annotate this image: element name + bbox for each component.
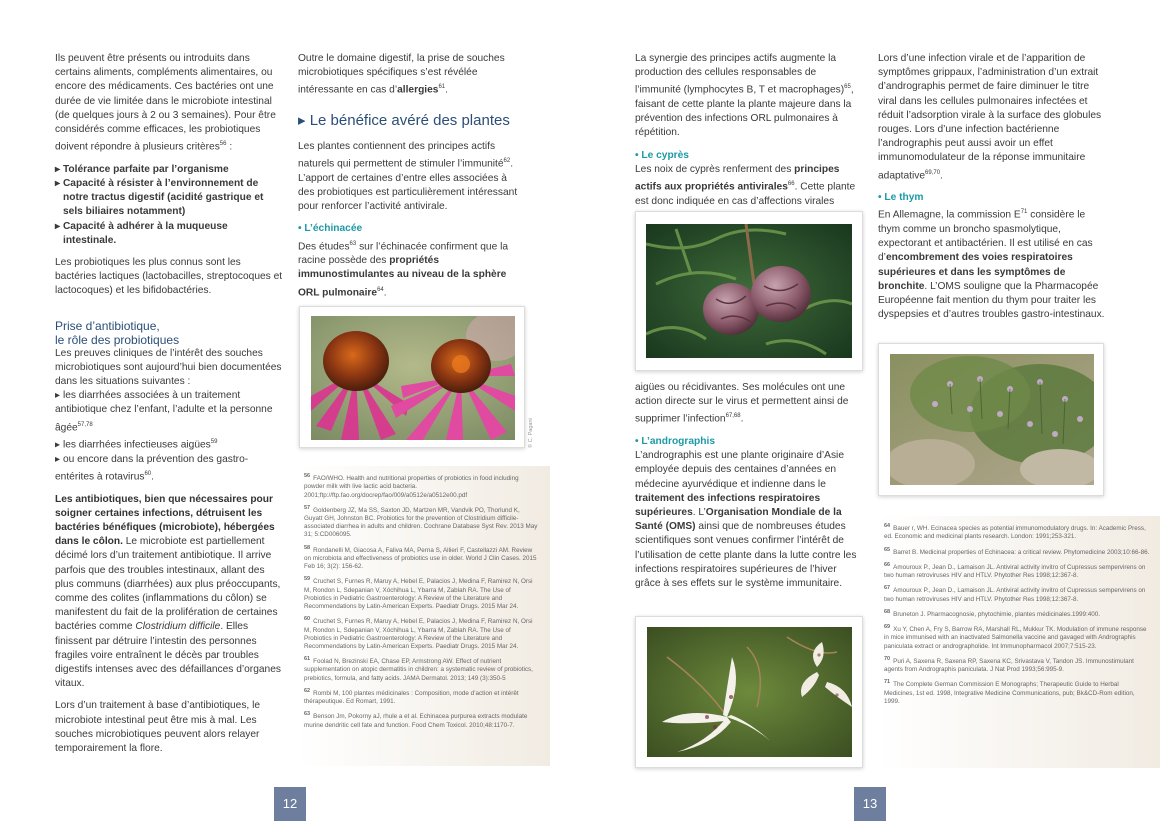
paragraph: Ils peuvent être présents ou introduits dans certains aliments, compléments alimentaires, ou encore des médicaments. Ces bactéries ont une durée de vie limitée dans le microbiote intestinal (de quelques jours à 2 ou 3 semaines). Pour être considérés comme efficaces, les probiotiques doivent répondre à plusieurs critères$^{56}$ : — [55, 53, 276, 153]
list-item: ▸ les diarrhées infectieuses aigües$^{59}$ — [55, 439, 218, 451]
reference: $^{66}$ Amouroux P., Jean D., Lamaison JL. Antiviral activity invitro of Cupressus sempervirens on two human retroviruses HIV and HTLV. Phytother Res 1998;12:367-8. — [884, 561, 1146, 580]
column-4 — [878, 52, 1108, 330]
reference: $^{68}$ Bruneton J. Pharmacognosie, phytochimie, plantes médicinales.1999:400. — [884, 608, 1100, 618]
paragraph: La synergie des principes actifs augmente la production des cellules responsables de l’immunité (lymphocytes B, T et macrophages)$^{65}$, faisant de cette plante la plante majeure dans la prévention des infections ORL pulmonaires à répétition. — [635, 53, 854, 139]
paragraph: Les preuves cliniques de l’intérêt des souches microbiotiques sont aujourd’hui bien documentées dans les situations suivantes : — [55, 347, 282, 388]
cypress-photo — [635, 211, 863, 371]
thyme-photo — [878, 343, 1104, 496]
criteria-list — [55, 163, 283, 248]
paragraph: Lors d’une infection virale et de l’apparition de symptômes grippaux, l’administration d’un extrait d’andrographis permet de faire diminuer le titre viral dans les cellules pulmonaires infectées et réduit l’adsorption virale à la surface des globules rouges. Lors d’une infection bactérienne l’andrographis peut aussi avoir un effet immunomodulateur de la réponse immunitaire adaptative$^{69,70}$. — [878, 53, 1102, 182]
paragraph: Lors d’un traitement à base d’antibiotiques, le microbiote intestinal peut être mis à mal. Les souches microbiotiques peuvent alors relayer temporairement la flore. — [55, 700, 261, 755]
list-item: ▸ ou encore dans la prévention des gastro-entérites à rotavirus$^{60}$. — [55, 453, 249, 483]
list-item: ▸ les diarrhées associées à un traitement antibiotique chez l’enfant, l’adulte et la personne âgée$^{57,78}$ — [55, 390, 273, 434]
paragraph: L’andrographis est une plante originaire d’Asie employée depuis des centaines d’années en médecine ayurvédique et indienne dans le traitement des infections respiratoires supérieures. L’Organisation Mondiale de la Santé (OMS) ainsi que de nombreuses études scientifiques sont venues confirmer l’intérêt de l’utilisation de cette plante dans la lutte contre les infections respiratoires supérieures de l’hiver grâce à ses effets sur le système immunitaire. — [635, 450, 857, 590]
column-3-continued — [635, 381, 863, 599]
paragraph: Des études$^{63}$ sur l’échinacée confirment que la racine possède des propriétés immunostimulantes au niveau de la sphère ORL pulmonaire$^{64}$. — [298, 240, 508, 298]
column-3 — [635, 52, 863, 217]
references-left — [298, 466, 550, 766]
cypress-cones-image — [646, 224, 852, 358]
reference: $^{70}$ Puri A, Saxena R, Saxena RP, Saxena KC, Srivastava V, Tandon JS. Immunostimulant agents from Andrographis paniculata. J Nat Prod 1993;56:995-9. — [884, 655, 1134, 674]
paragraph: Les plantes contiennent des principes actifs naturels qui permettent de stimuler l’immunité$^{62}$. L’apport de certaines d’entre elles associées à des probiotiques est particulièrement intéressant pour renforcer l’activité antivirale. — [298, 141, 518, 213]
paragraph: aigües ou récidivantes. Ses molécules ont une action directe sur le virus et permettent ainsi de supprimer l’infection$^{67,68}$. — [635, 382, 849, 425]
page-number-right: 13 — [854, 787, 886, 821]
echinacea-flower-image — [311, 316, 515, 440]
reference: $^{60}$ Cruchet S, Furnes R, Maruy A, Hebel E, Palacios J, Medina F, Ramirez N, Orsi M, Rondon L, Sdepanian V, Xóchihua L, Ybarra M, Zablah RA. The Use of Probiotics in Pediatric Gastroenterology: A Review of the Literature and Recommendations by Latin-American Experts. Paediatr Drugs. 2015 Mar 24. — [304, 616, 533, 650]
reference: $^{61}$ Foolad N, Brezinski EA, Chase EP, Armstrong AW. Effect of nutrient supplementation on atopic dermatitis in children: a systematic review of probiotics, prebiotics, formula, and fatty acids. JAMA Dermatol. 2013; 149 (3):350-5 — [304, 656, 533, 682]
reference: $^{65}$ Barret B. Medicinal properties of Echinacea: a critical review. Phytomedicine 2003;10:66-86. — [884, 546, 1150, 556]
reference: $^{57}$ Goldenberg JZ, Ma SS, Saxton JD, Martzen MR, Vandvik PO, Thorlund K, Guyatt GH, Johnston BC. Probiotics for the prevention of Clostridium difficile-associated diarrhea in adults and children. Cochrane Database Syst Rev. 2013 May 31; 5:CD006095. — [304, 504, 538, 539]
reference: $^{63}$ Benson Jm, Pokorny aJ, rhule a et al. Echinacea purpurea extracts modulate murine dendritic cell fate and function. Food Chem Toxicol. 2010;48:1170-7. — [304, 711, 528, 729]
reference: $^{58}$ Rondanelli M, Giacosa A, Faliva MA, Perna S, Allieri F, Castellazzi AM. Review on microbiota and effectiveness of probiotics use in older. World J Clin Cases. 2015 Feb 16; 3(2): 156-62. — [304, 544, 537, 571]
paragraph: En Allemagne, la commission $E^{71}$ considère le thym comme un broncho spasmolytique, expectorant et antibactérien. Il est utilisé en cas d’encombrement des voies respiratoires supérieures et dans les symptômes de bronchite. L’OMS souligne que la Pharmacopée Européenne fait mention du thym pour traiter les dyspepsies et d’autres troubles gastro-intestinaux. — [878, 209, 1105, 321]
andrographis-photo — [635, 616, 863, 768]
list-item: ▸ Capacité à adhérer à la muqueuse intestinale. — [55, 220, 228, 246]
subsection-title: • Le thym — [878, 192, 924, 204]
subsection-title: • L’andrographis — [635, 436, 715, 447]
photo-credit: © C. Pagani — [528, 418, 534, 448]
list-item: ▸ Capacité à résister à l’environnement de notre tractus digestif (acidité gastrique et sels biliaires notamment) — [55, 178, 264, 218]
reference: $^{67}$ Amouroux P., Jean D., Lamaison JL. Antiviral activity invitro of Cupressus sempervirens on two human retroviruses HIV and HTLV. Phytother Res 1998;12:367-8. — [884, 585, 1146, 603]
list-item: ▸ Tolérance parfaite par l’organisme — [55, 163, 229, 175]
references-right — [878, 516, 1160, 768]
reference: $^{69}$ Xu Y, Chen A, Fry S, Barrow RA, Marshall RL, Mukkur TK. Modulation of immune response in mice immunised with an inactivated Salmonella vaccine and gavaged with Andrographis paniculata extract or andrographolide. Int Immunopharmacol 2007;7:515-23. — [884, 624, 1147, 650]
section-title: Prise d’antibiotique, le rôle des probiotiques — [55, 318, 180, 347]
reference: $^{62}$ Rombi M, 100 plantes médicinales : Composition, mode d’action et intérêt thérapeutique. Ed Romart, 1991. — [304, 687, 519, 706]
reference: $^{64}$ Bauer r, WH. Ecinacea species as potential immunomodulatory drugs. In: Academic Press, ed. Economic and medicinal plants research. London: 1991;253-321. — [884, 523, 1146, 541]
paragraph: Les noix de cyprès renferment des principes actifs aux propriétés antivirales$^{66}$. Cette plante est donc indiquée en cas d’affections virales — [635, 163, 856, 207]
paragraph: Outre le domaine digestif, la prise de souches microbiotiques spécifiques s’est révélée intéressante en cas d’allergies$^{61}$. — [298, 53, 505, 96]
paragraph: Les antibiotiques, bien que nécessaires pour soigner certaines infections, détruisent les bactéries bénéfiques (microbiote), hébergées dans le côlon. Le microbiote est partiellement décimé lors d’un traitement antibiotique. Il arrive parfois que des troubles intestinaux, allant des plus communs (diarrhées) aux plus préoccupants, comme des colites (inflammations du côlon) se manifestent du fait de la prolifération de certaines bactéries comme Clostridium difficile. Elles finissent par détruire l’intestin des personnes fragiles voire entraînent le décès par troubles digestifs intenses avec des défaillances d’organes vitaux. — [55, 493, 281, 690]
column-1 — [55, 52, 283, 764]
echinacea-photo — [299, 306, 525, 448]
subsection-title: • Le cyprès — [635, 149, 689, 161]
subsection-title: • L’échinacée — [298, 223, 363, 235]
reference: $^{59}$ Cruchet S, Furnes R, Maruy A, Hebel E, Palacios J, Medina F, Ramirez N, Orsi M, Rondon L, Sdepanian V, Xóchihua L, Ybarra M, Zablah RA. The Use of Probiotics in Pediatric Gastroenterology: A Review of the Literature and Recommendations by Latin-American Experts. Paediatr Drugs. 2015 Mar 24. — [304, 576, 533, 611]
paragraph: Les probiotiques les plus connus sont les bactéries lactiques (lactobacilles, streptocoques et lactocoques) et les bifidobactéries. — [55, 257, 283, 297]
section-title: ▸ Le bénéfice avéré des plantes — [298, 112, 510, 129]
reference: $^{56}$ FAO/WHO. Health and nutritional properties of probiotics in food including powder milk with live lactic acid bacteria. 2001;ftp://ftp.fao.org/docrep/fao/009/a0512e/a0512e00.pdf — [304, 473, 519, 499]
andrographis-flower-image — [647, 627, 852, 757]
reference: $^{71}$ The Complete German Commission E Monographs; Therapeutic Guide to Herbal Medicines, 1st ed. 1998, Integrative Medicine Communications, pub; Bk&CD-Rom edition, 1999. — [884, 679, 1135, 705]
page-number-left: 12 — [274, 787, 306, 821]
thyme-plant-image — [890, 354, 1094, 485]
column-2 — [298, 52, 526, 308]
